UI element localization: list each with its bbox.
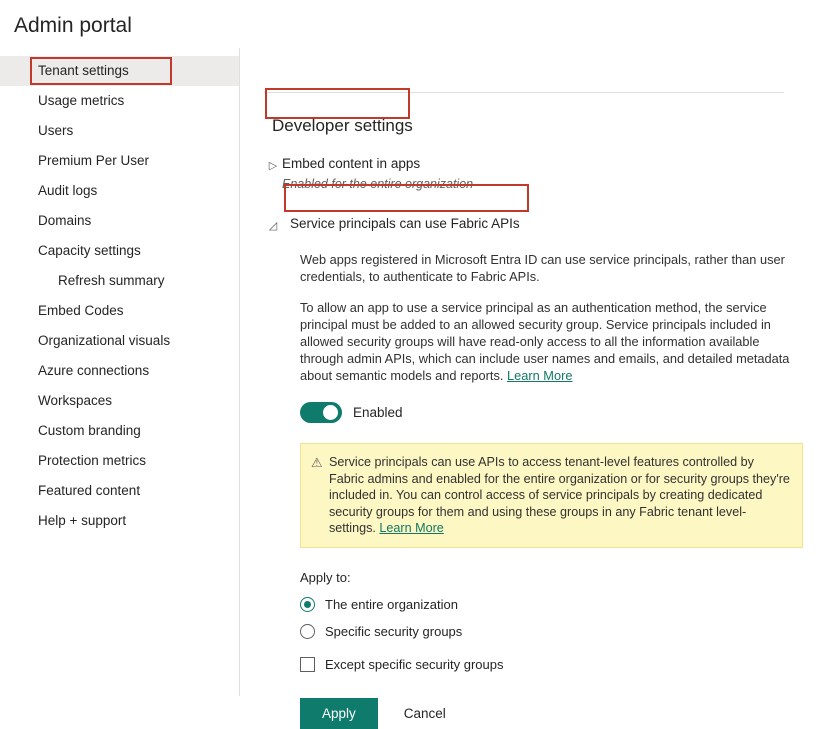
sidebar-item-label: Featured content xyxy=(38,483,141,498)
sidebar-item-label: Tenant settings xyxy=(38,63,129,78)
sidebar-item-tenant-settings[interactable] xyxy=(0,56,239,86)
radio-entire-organization-input[interactable] xyxy=(300,597,315,612)
sidebar-item-audit-logs[interactable] xyxy=(0,176,239,206)
sidebar-item-label: Premium Per User xyxy=(38,153,150,168)
radio-entire-organization-label: The entire organization xyxy=(325,596,458,612)
toggle-knob xyxy=(323,405,338,420)
sidebar-item-label: Usage metrics xyxy=(38,93,125,108)
description-paragraph-2-text: To allow an app to use a service principal as an authentication method, the service principal must be added to an allowed security group. Service principals included in allowed security groups will have read-only access to all the information available through admin APIs, which can include user names and emails, and detailed metadata about semantic models and reports. xyxy=(300,300,790,383)
sidebar-item-featured-content[interactable] xyxy=(0,476,239,506)
banner-learn-more-link[interactable]: Learn More xyxy=(379,521,444,535)
sidebar-item-capacity-settings[interactable] xyxy=(0,236,239,266)
expanded-chevron-icon[interactable]: ◿ xyxy=(268,220,278,232)
setting-description xyxy=(300,251,792,384)
setting-label: Embed content in apps xyxy=(282,156,421,171)
description-paragraph-2 xyxy=(300,299,792,384)
enabled-toggle-row[interactable] xyxy=(300,402,803,423)
sidebar-item-refresh-summary[interactable] xyxy=(0,266,239,296)
sidebar-item-label: Custom branding xyxy=(38,423,141,438)
sidebar-item-premium-per-user[interactable] xyxy=(0,146,239,176)
sidebar-item-domains[interactable] xyxy=(0,206,239,236)
apply-to-label: Apply to: xyxy=(300,569,351,585)
info-shield-icon: ⚠ xyxy=(311,455,323,470)
banner-text-wrapper xyxy=(329,454,790,537)
collapsed-chevron-icon[interactable]: ▷ xyxy=(268,160,278,172)
setting-label: Service principals can use Fabric APIs xyxy=(290,216,520,231)
content-divider xyxy=(264,92,784,93)
sidebar-item-protection-metrics[interactable] xyxy=(0,446,239,476)
sidebar-item-label: Embed Codes xyxy=(38,303,124,318)
radio-specific-security-groups-label: Specific security groups xyxy=(325,623,463,639)
sidebar-item-workspaces[interactable] xyxy=(0,386,239,416)
sidebar-item-label: Refresh summary xyxy=(58,273,165,288)
radio-specific-security-groups-input[interactable] xyxy=(300,624,315,639)
sidebar-item-usage-metrics[interactable] xyxy=(0,86,239,116)
sidebar-item-label: Workspaces xyxy=(38,393,113,408)
banner-text: Service principals can use APIs to access tenant-level features controlled by Fabric admins and enabled for the entire organization or for security groups they're included in. You can control access of service principals by creating dedicated security groups for them and using these groups in any Fabric tenant level-settings. xyxy=(329,455,790,535)
toggle-state-label: Enabled xyxy=(353,405,403,420)
sidebar-item-label: Users xyxy=(38,123,74,138)
radio-specific-security-groups[interactable] xyxy=(300,624,803,639)
sidebar-item-label: Capacity settings xyxy=(38,243,141,258)
info-banner xyxy=(300,443,803,548)
sidebar-item-azure-connections[interactable] xyxy=(0,356,239,386)
checkbox-except-input[interactable] xyxy=(300,657,315,672)
apply-button[interactable]: Apply xyxy=(300,698,378,729)
sidebar-item-label: Organizational visuals xyxy=(38,333,171,348)
sidebar-item-label: Azure connections xyxy=(38,363,150,378)
learn-more-link[interactable]: Learn More xyxy=(507,368,573,383)
sidebar-item-custom-branding[interactable] xyxy=(0,416,239,446)
sidebar-item-label: Domains xyxy=(38,213,92,228)
page-title: Admin portal xyxy=(14,14,132,37)
content-pane xyxy=(240,48,823,721)
sidebar-item-label: Help + support xyxy=(38,513,127,528)
main-layout xyxy=(0,48,819,721)
sidebar xyxy=(0,48,240,696)
action-buttons xyxy=(300,698,803,729)
sidebar-item-label: Protection metrics xyxy=(38,453,147,468)
sidebar-item-embed-codes[interactable] xyxy=(0,296,239,326)
enabled-toggle[interactable] xyxy=(300,402,342,423)
checkbox-except-specific-security-groups[interactable] xyxy=(300,657,803,672)
sidebar-item-organizational-visuals[interactable] xyxy=(0,326,239,356)
setting-status-text: Enabled for the entire organization xyxy=(282,177,474,191)
cancel-button[interactable]: Cancel xyxy=(403,705,446,721)
sidebar-item-users[interactable] xyxy=(0,116,239,146)
section-title: Developer settings xyxy=(272,116,413,135)
setting-service-principals-can-use-fabric-apis[interactable] xyxy=(264,215,803,235)
description-paragraph-1: Web apps registered in Microsoft Entra ID can use service principals, rather than user credentials, to authenticate to Fabric APIs. xyxy=(300,252,785,284)
setting-embed-content-in-apps[interactable] xyxy=(264,155,803,193)
sidebar-item-label: Audit logs xyxy=(38,183,98,198)
sidebar-item-help-support[interactable] xyxy=(0,506,239,536)
checkbox-except-label: Except specific security groups xyxy=(325,656,504,672)
radio-entire-organization[interactable] xyxy=(300,597,803,612)
